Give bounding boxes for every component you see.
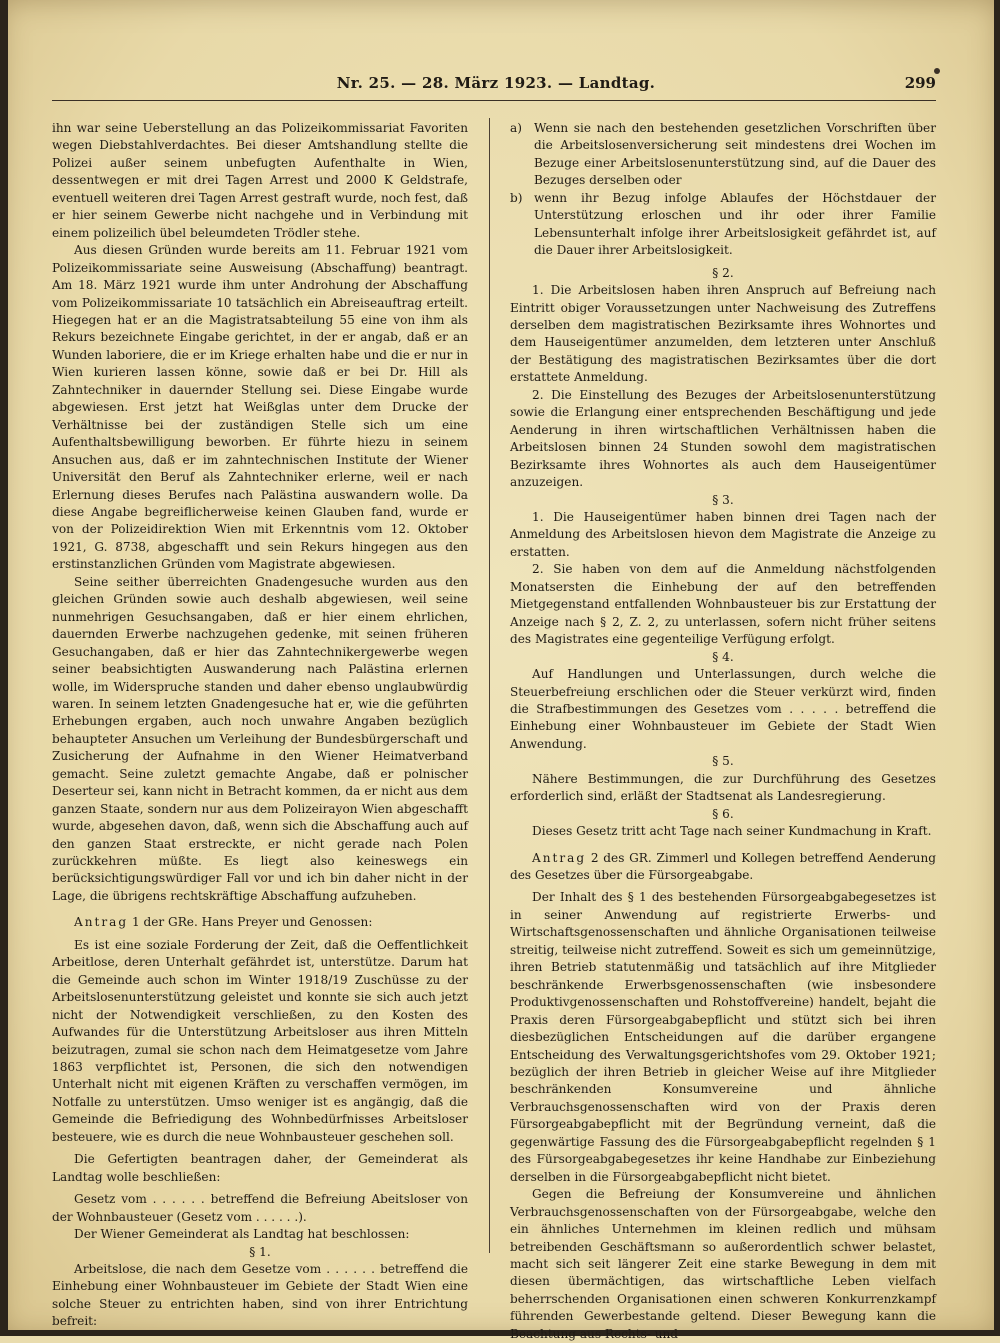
paragraph: 1. Die Arbeitslosen haben ihren Anspruch auf Befreiung nach Eintritt obiger Voraussetzungen unter Nachweisung des Zutreffens derselben dem magistratischen Bezirksamte ihres Wohnortes und dem Hauseigentümer anzumelden, dem letzteren unter Anschluß der Bestätigung des magistratischen Bezirksamtes über die dort erstattete Anmeldung. [510, 283, 936, 385]
paragraph: Der Inhalt des § 1 des bestehenden Fürsorgeabgabegesetzes ist in seiner Anwendung auf registrierte Erwerbs- und Wirtschaftsgenossenschaften und ähnliche Organisationen teilweise streitig, teilweise nicht zutreffend. Soweit es sich um gemeinnützige, ihren Betrieb statutenmäßig und tatsächlich auf ihre Mitglieder beschränkende Erwerbsgenossenschaften (wie insbesondere Produktivgenossenschaften und Rohstoffvereine) handelt, bejaht die Praxis deren Fürsorgeabgabepflicht und stützt sich bei ihren diesbezüglichen Entscheidungen auf die darüber ergangene Entscheidung des Verwaltungsgerichtshofes vom 29. Oktober 1921; bezüglich der ihren Betrieb in gleicher Weise auf ihre Mitglieder beschränkenden Konsumvereine und ähnliche Verbrauchsgenossenschaften wird von der Praxis deren Fürsorgeabgabepflicht mit der Begründung verneint, daß die gegenwärtige Fassung des die Fürsorgeabgabepflicht regelnden § 1 des Fürsorgeabgabegesetzes ihr keine Handhabe zur Einbeziehung derselben in die Fürsorgeabgabepflicht nicht bietet. [510, 890, 936, 1184]
motion-word: Antrag [532, 850, 587, 865]
motion-heading [52, 914, 468, 931]
section-heading: § 4. [712, 649, 734, 664]
paragraph: Es ist eine soziale Forderung der Zeit, daß die Oeffentlichkeit Arbeitlose, deren Unterhalt gefährdet ist, unterstütze. Darum hat die Gemeinde auch schon im Winter 1918/19 Zuschüsse zu der Arbeitslosenunterstützung geleistet und konnte sie sich auch jetzt nicht der Notwendigkeit verschließen, zu den Kosten des Aufwandes für die Unterstützung Arbeitsloser aus ihren Mitteln beizutragen, zumal sie schon nach dem Heimatgesetze vom Jahre 1863 verpflichtet ist, Personen, die sich den notwendigen Unterhalt nicht mit eigenen Kräften zu verschaffen vermögen, im Notfalle zu unterstützen. Umso weniger ist es angängig, daß die Gemeinde die Befriedigung des Wohnbedürfnisses Arbeitsloser besteuere, wie es durch die neue Wohnbausteuer geschehen soll. [52, 937, 468, 1144]
left-column [52, 120, 468, 1331]
section-heading: § 5. [712, 754, 734, 769]
motion-heading [510, 850, 936, 885]
law-title: Gesetz vom . . . . . . betreffend die Befreiung Abeitsloser von der Wohnbausteuer (Gesetz vom . . . . . .). [52, 1192, 468, 1224]
paragraph: Der Wiener Gemeinderat als Landtag hat beschlossen: [74, 1227, 410, 1242]
list-text: wenn ihr Bezug infolge Ablaufes der Höchstdauer der Unterstützung erloschen und ihr oder ihrer Familie Lebensunterhalt infolge ihrer Arbeitslosigkeit gefährdet ist, auf die Dauer ihrer Arbeitslosigkeit. [534, 190, 936, 258]
motion-word: Antrag [74, 915, 129, 930]
paragraph: ihn war seine Ueberstellung an das Polizeikommissariat Favoriten wegen Diebstahlverdachtes. Bei dieser Amtshandlung stellte die Polizei außer seinem unbefugten Aufenthalte in Wien, dessentwegen er mit drei Tagen Arrest und 2000 K Geldstrafe, eventuell weiteren drei Tagen Arrest gestraft wurde, noch fest, daß er hier seinem Gewerbe nicht nachgehe und in Verbindung mit einem polizeilich übel beleumdeten Trödler stehe. [52, 121, 468, 240]
scan-edge-right [994, 0, 1000, 1336]
page-header [56, 74, 936, 100]
page-number: 299 [904, 74, 936, 92]
section-heading: § 1. [249, 1244, 271, 1259]
list-text: Wenn sie nach den bestehenden gesetzlichen Vorschriften über die Arbeitslosenversicherung seit mindestens drei Wochen im Bezuge einer Arbeitslosenunterstützung sind, auf die Dauer des Bezuges derselben oder [534, 121, 936, 188]
paragraph: 2. Sie haben von dem auf die Anmeldung nächstfolgenden Monatsersten die Einhebung der auf den betreffenden Mietgegenstand entfallenden Wohnbausteuer bis zur Erstattung der Anzeige nach § 2, Z. 2, zu unterlassen, sofern nicht früher seitens des Magistrates eine gegenteilige Verfügung erfolgt. [510, 562, 936, 647]
header-title: Nr. 25. — 28. März 1923. — Landtag. [336, 74, 656, 92]
paragraph: Seine seither überreichten Gnadengesuche wurden aus den gleichen Gründen sowie auch deshalb abgewiesen, weil seine nunmehrigen Gesuchsangaben, daß er hier einem ehrlichen, dauernden Erwerbe nachzugehen gedenke, mit seinen früheren Gesuchangaben, daß er hier das Zahntechnikergewerbe wegen seiner beabsichtigten Auswanderung nach Palästina erlernen wolle, im Widerspruche standen und daher ebenso unglaubwürdig waren. In seinem letzten Gnadengesuche hat er, wie die geführten Erhebungen ergaben, auch noch unwahre Angaben bezüglich behaupteter Ansuchen um Verleihung der Bundesbürgerschaft und Zusicherung der Aufnahme in den Wiener Heimatverband gemacht. Seine zuletzt gemachte Angabe, daß er polnischer Deserteur sei, kann nicht in Betracht kommen, da er nicht aus dem ganzen Staate, sondern nur aus dem Polizeirayon Wien abgeschafft wurde, abgesehen davon, daß, wenn sich die Abschaffung auch auf den ganzen Staat erstreckte, er nicht gerade nach Polen zurückkehren müßte. Es liegt also keineswegs ein berücksichtigungswürdiger Fall vor und ich bin daher nicht in der Lage, die übrigens rechtskräftige Abschaffung aufzuheben. [52, 574, 468, 903]
list-label: a) [510, 121, 522, 135]
section-heading: § 6. [712, 806, 734, 821]
motion-heading-text: 2 des GR. Zimmerl und Kollegen betreffend Aenderung des Gesetzes über die Fürsorgeabgabe. [510, 850, 936, 883]
list-label: b) [510, 190, 523, 205]
paragraph: 1. Die Hauseigentümer haben binnen drei Tagen nach der Anmeldung des Arbeitslosen hievon dem Magistrate die Anzeige zu erstatten. [510, 509, 936, 559]
section-heading: § 3. [712, 492, 734, 507]
right-column [510, 120, 936, 1343]
paragraph: Gegen die Befreiung der Konsumvereine und ähnlichen Verbrauchsgenossenschaften von der Fürsorgeabgabe, welche den ein ähnliches Unternehmen im kleinen redlich und mühsam betreibenden Geschäftsmann so außerordentlich schwer belastet, macht sich seit längerer Zeit eine starke Bewegung in dem mit diesen übermächtigen, das wirtschaftliche Leben vielfach beherrschenden Organisationen einen schweren Konkurrenzkampf führenden Gewerbestande geltend. Dieser Bewegung kann die Beachtung aus Rechts- und [510, 1187, 936, 1341]
paragraph: Dieses Gesetz tritt acht Tage nach seiner Kundmachung in Kraft. [532, 824, 932, 839]
paragraph: Nähere Bestimmungen, die zur Durchführung des Gesetzes erforderlich sind, erläßt der Stadtsenat als Landesregierung. [510, 771, 936, 804]
paragraph: Auf Handlungen und Unterlassungen, durch welche die Steuerbefreiung erschlichen oder die Steuer verkürzt wird, finden die Strafbestimmungen des Gesetzes vom . . . . . betreffend die Einhebung einer Wohnbausteuer im Gebiete der Stadt Wien Anwendung. [510, 667, 936, 751]
paragraph: 2. Die Einstellung des Bezuges der Arbeitslosenunterstützung sowie die Erlangung einer entsprechenden Beschäftigung und jede Aenderung in ihren wirtschaftlichen Verhältnissen haben die Arbeitslosen binnen 24 Stunden sowohl dem magistratischen Bezirksamte ihres Wohnortes als auch dem Hauseigentümer anzuzeigen. [510, 387, 936, 490]
motion-heading-text: 1 der GRe. Hans Preyer und Genossen: [128, 915, 373, 930]
paragraph: Arbeitslose, die nach dem Gesetze vom . . . . . . betreffend die Einhebung einer Wohnbausteuer im Gebiete der Stadt Wien eine solche Steuer zu entrichten haben, sind von ihrer Entrichtung befreit: [52, 1262, 468, 1329]
paragraph: Aus diesen Gründen wurde bereits am 11. Februar 1921 vom Polizeikommissariate seine Ausweisung (Abschaffung) beantragt. Am 18. März 1921 wurde ihm unter Androhung der Abschaffung vom Polizeikommissariate 10 tatsächlich ein Abreiseauftrag erteilt. Hiegegen hat er an die Magistratsabteilung 55 eine von ihm als Rekurs bezeichnete Eingabe gerichtet, in der er angab, daß er an Wunden laboriere, die er im Kriege erhalten habe und die er nur in Wien kurieren lassen könne, sowie daß er bei Dr. Hill als Zahntechniker in dauernder Stellung sei. Diese Eingabe wurde abgewiesen. Erst jetzt hat Weißglas unter dem Drucke der Verhältnisse bei der zuständigen Stelle sich um eine Aufenthaltsbewilligung beworben. Er führte hiezu in seinem Ansuchen aus, daß er im zahntechnischen Institute der Wiener Universität den Beruf als Zahntechniker erlerne, weil er nach Erlernung dieses Berufes nach Palästina auswandern wolle. Da diese Angabe begreiflicherweise keinen Glauben fand, wurde er von der Polizeidirektion Wien mit Erkenntnis vom 12. Oktober 1921, G. 8738, abgeschafft und sein Rekurs hingegen aus den erstinstanzlichen Gründen vom Magistrate abgewiesen. [52, 243, 468, 572]
paragraph: Die Gefertigten beantragen daher, der Gemeinderat als Landtag wolle beschließen: [52, 1152, 468, 1184]
list-item [510, 190, 936, 260]
column-divider [489, 118, 490, 1253]
list-item [510, 120, 936, 190]
header-rule [52, 100, 936, 105]
scan-edge-left [0, 0, 8, 1336]
section-heading: § 2. [712, 265, 734, 280]
